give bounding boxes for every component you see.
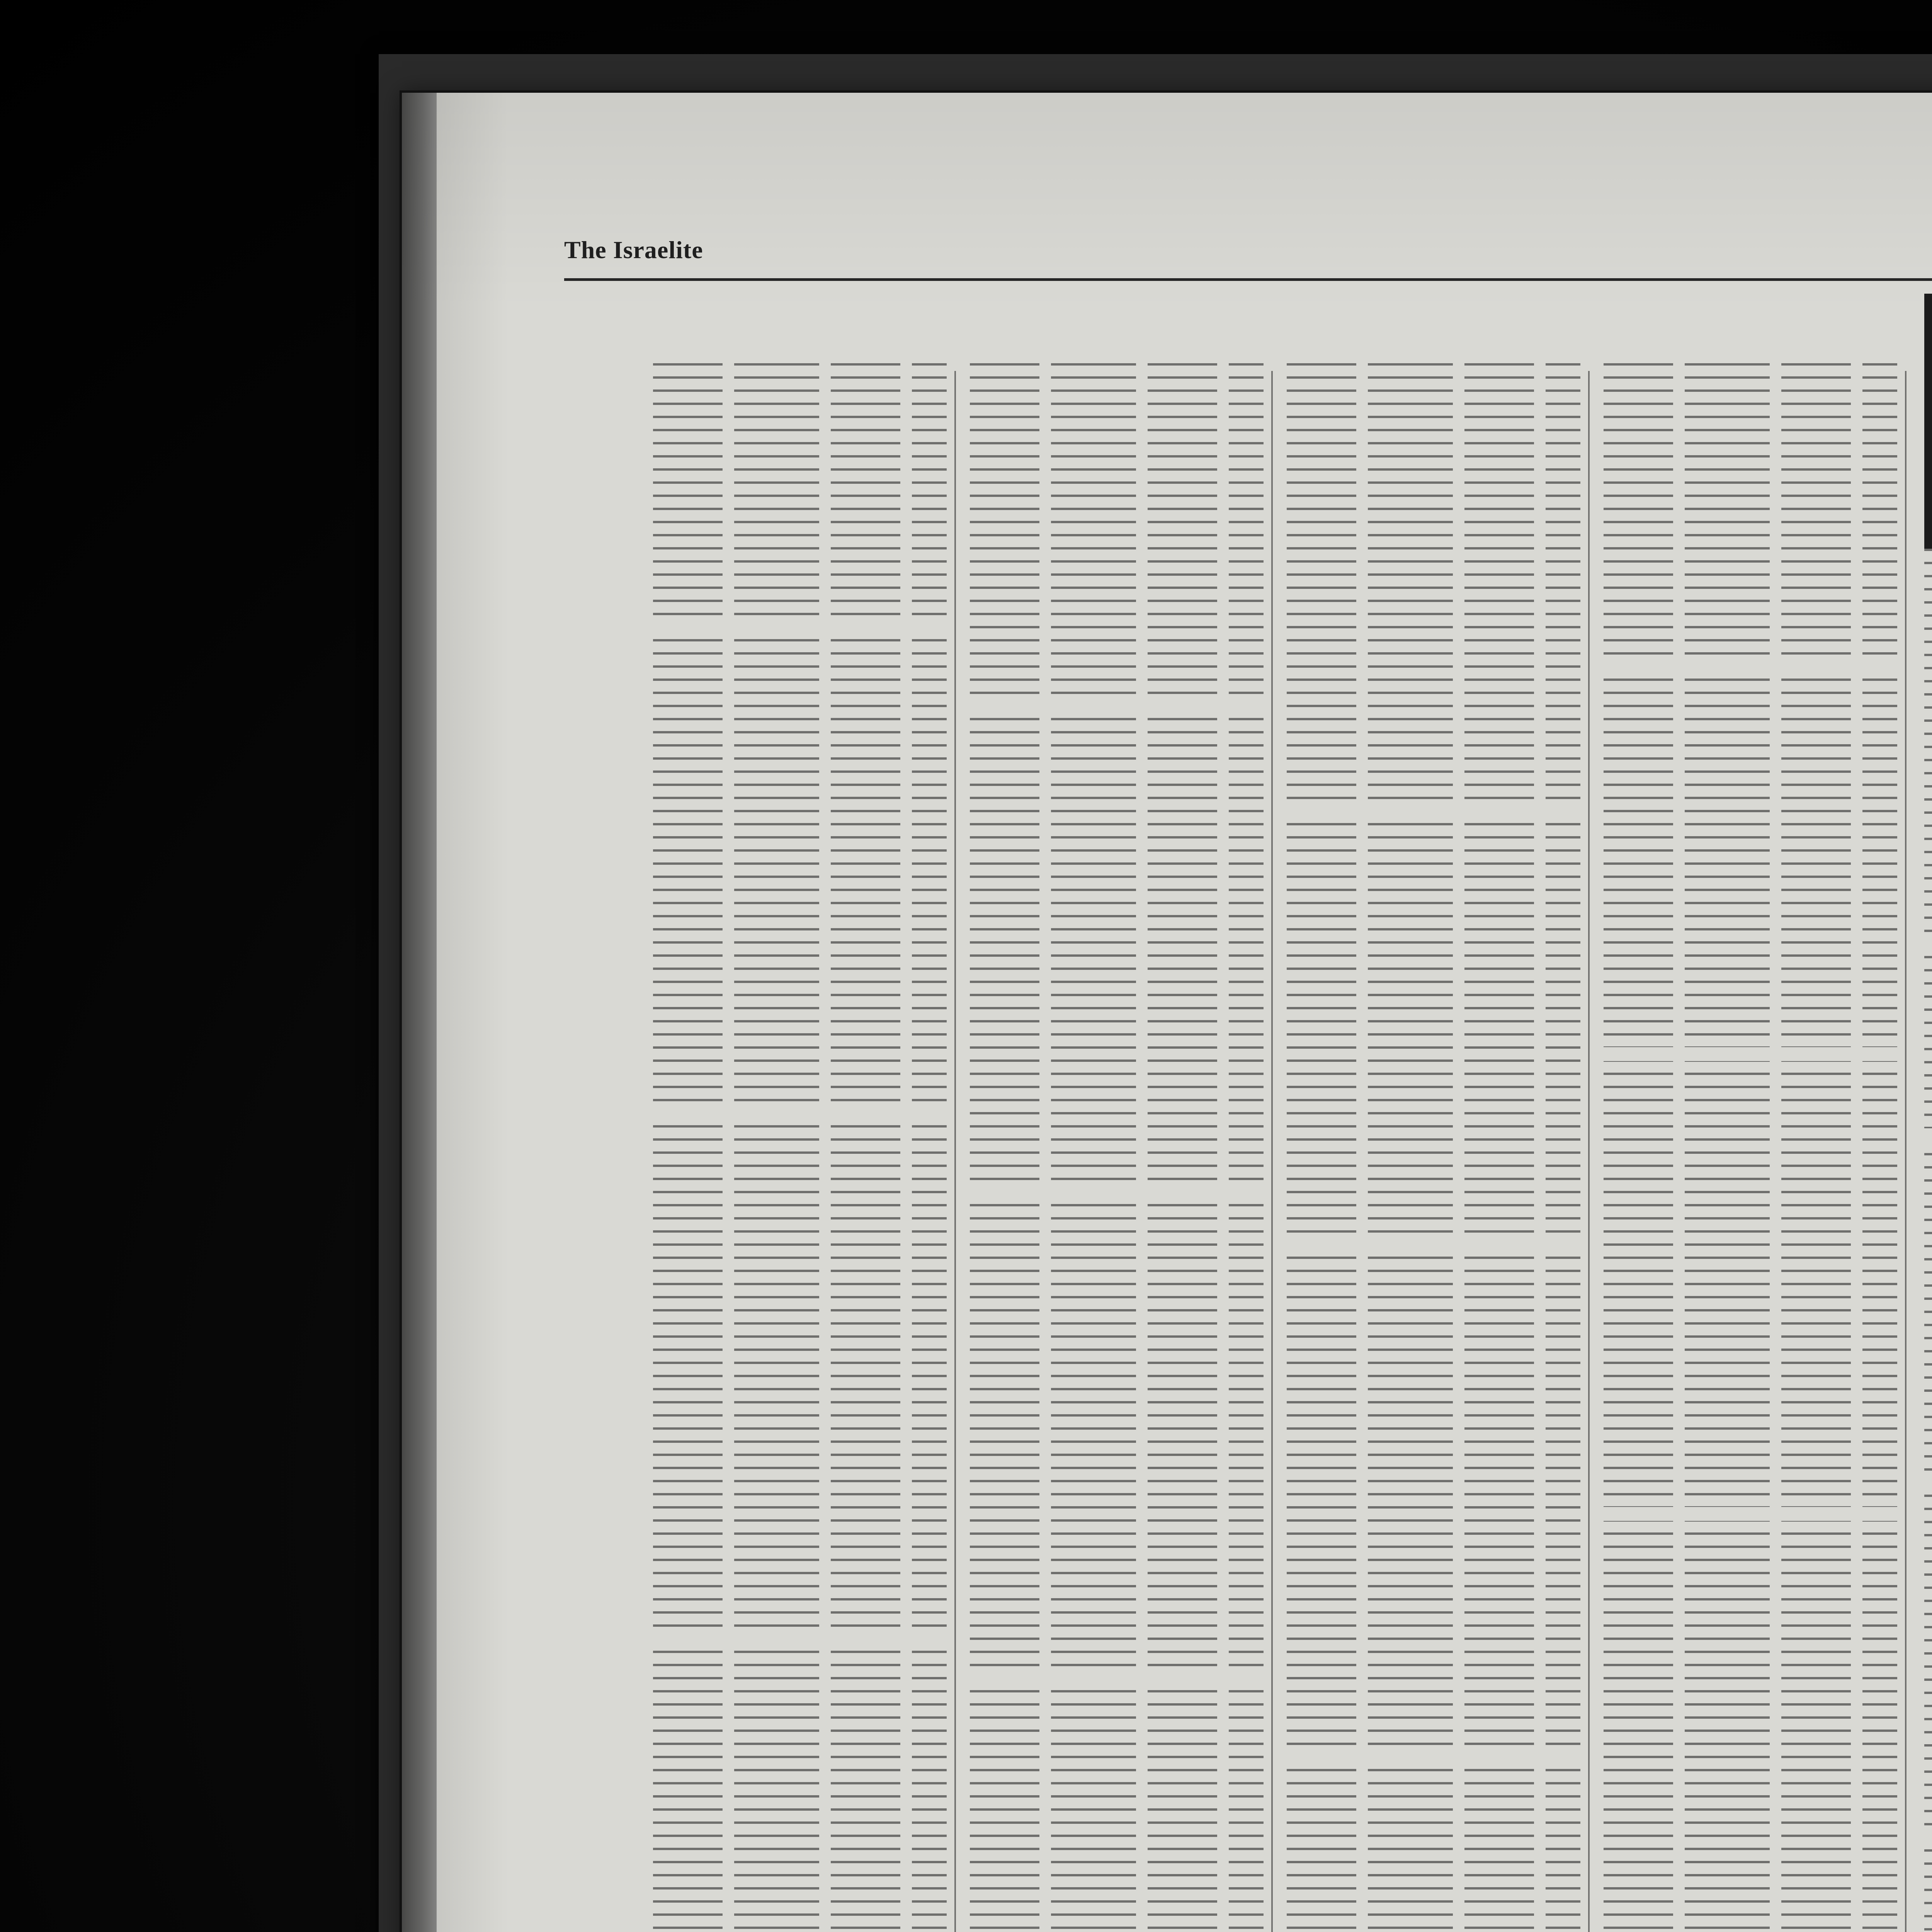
paragraph-break	[653, 1627, 947, 1641]
article-title-box	[1924, 294, 1932, 549]
text-column	[1287, 363, 1580, 1932]
page-header	[564, 232, 1932, 281]
paragraph-break	[1924, 1480, 1932, 1494]
text-column	[1924, 549, 1932, 1932]
column-rule	[1271, 371, 1273, 1932]
paragraph-break	[1287, 800, 1580, 814]
paragraph-break	[970, 703, 1264, 717]
column-rule	[954, 371, 956, 1932]
paragraph-break	[1604, 1507, 1897, 1521]
publication-name: The Israelite	[564, 236, 703, 264]
paragraph-break	[1287, 1236, 1580, 1250]
paragraph-break	[1924, 939, 1932, 953]
paragraph-break	[1604, 1047, 1897, 1061]
text-column	[970, 363, 1264, 1932]
text-column	[653, 363, 947, 1932]
column-rule	[1905, 371, 1906, 1932]
column-rule	[1588, 371, 1590, 1932]
printed-text-lines	[1604, 363, 1897, 1932]
paragraph-break	[1604, 657, 1897, 671]
paragraph-break	[970, 1186, 1264, 1200]
printed-text-lines	[1924, 549, 1932, 1932]
paragraph-break	[1287, 1750, 1580, 1764]
paragraph-break	[653, 1105, 947, 1119]
paragraph-break	[1924, 1128, 1932, 1142]
paragraph-break	[970, 1669, 1264, 1683]
text-column	[1604, 363, 1897, 1932]
page-binding	[402, 93, 437, 1932]
printed-text-lines	[1287, 363, 1580, 1932]
printed-text-lines	[970, 363, 1264, 1932]
printed-text-lines	[653, 363, 947, 1932]
newspaper-page	[402, 93, 1932, 1932]
paragraph-break	[653, 622, 947, 636]
paragraph-break	[1924, 1835, 1932, 1849]
